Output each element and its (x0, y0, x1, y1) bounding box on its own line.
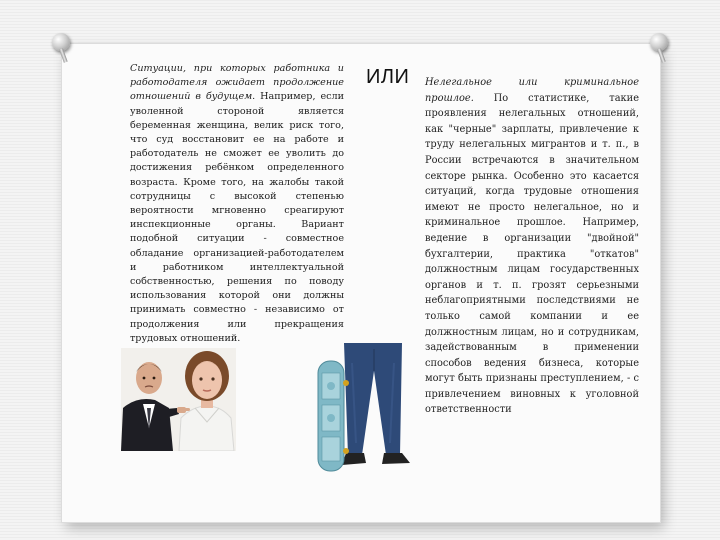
people-photo (121, 348, 236, 451)
pushpin-icon (650, 33, 668, 51)
left-lead-text: Ситуации, при которых работника и работодателя ожидает продолжение отношений в будущем. (130, 63, 344, 103)
legs-money-photo (316, 343, 420, 475)
left-body-text: Например, если уволенной стороной является беременная женщина, велик риск того, что суд восстановит ее на работе и работодатель не сможет ее уволить до достижения ребёнком определенного возраста. Кроме того, на жалобы такой сотрудницы с высокой степенью вероятности мгновенно среагируют инспекционные органы. Вариант подобной ситуации - совместное обладание организацией-работодателем и работником интеллектуальной собственностью, решения по поводу использования которой они должны принимать совместно - независимо от продолжения или прекращения трудовых отношений. (130, 91, 344, 344)
right-lead-text: Нелегальное или криминальное прошлое. (425, 77, 639, 104)
or-word: ИЛИ (366, 66, 410, 88)
right-body-text: По статистике, такие проявления нелегальных отношений, как "черные" зарплаты, привлечение к труду нелегальных мигрантов и т. п., в России встречаются в значительном секторе рынка. Особенно это касается ситуаций, когда трудовые отношения имеют не просто нелегальное, но и криминальное прошлое. Например, ведение в организации "двойной" бухгалтерии, практика "откатов" должностным лицам государственных органов и т. п. грозят серьезными неблагоприятными последствиями не только самой компании и ее должностным лицам, но и сотрудникам, задействованным в применении способов ведения бизнеса, которые могут быть признаны преступлением, - с привлечением виновных к уголовной ответственности (425, 92, 639, 416)
pushpin-icon (52, 33, 70, 51)
left-text-block (130, 62, 344, 346)
right-text-block (425, 75, 639, 418)
